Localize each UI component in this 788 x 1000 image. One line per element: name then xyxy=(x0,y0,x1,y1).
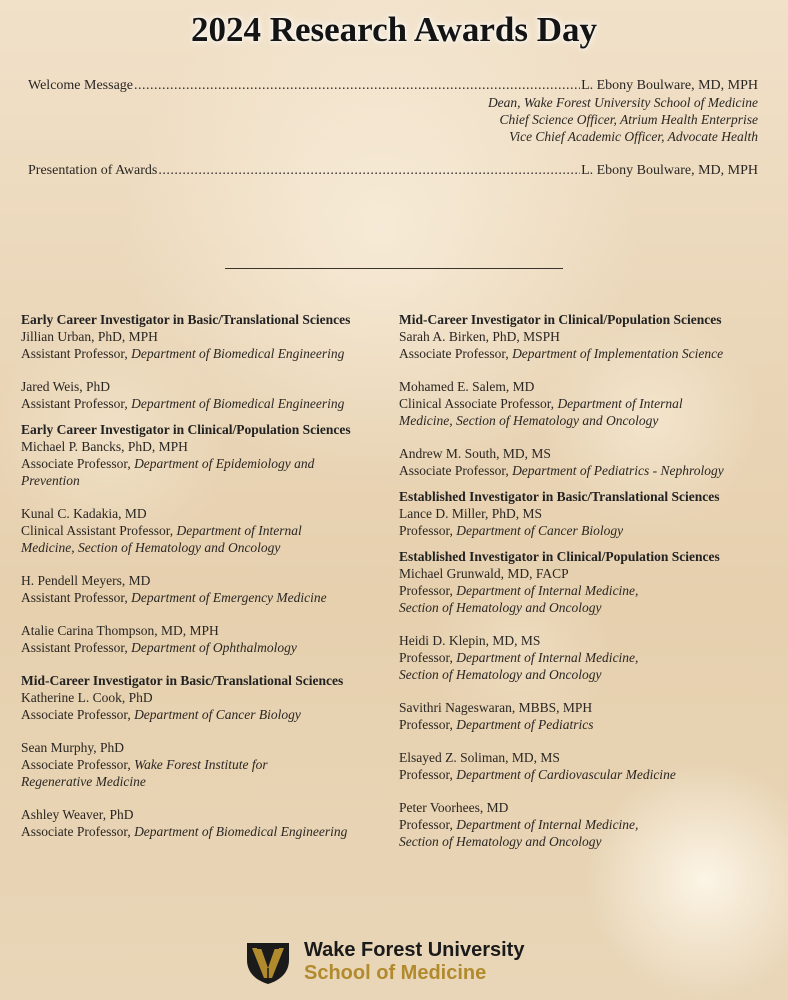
awardee-name: Katherine L. Cook, PhD xyxy=(21,690,153,705)
awardee xyxy=(21,806,381,840)
awardee-dept: Department of Epidemiology and xyxy=(134,456,315,471)
awardee xyxy=(21,622,381,656)
awardee-name: Ashley Weaver, PhD xyxy=(21,807,134,822)
awardee xyxy=(399,749,759,783)
awardee xyxy=(21,378,381,412)
awardee-role: Associate Professor, xyxy=(21,456,135,471)
awardee xyxy=(21,505,381,556)
award-category: Early Career Investigator in Basic/Translational Sciences xyxy=(21,312,351,327)
awardee-name: Mohamed E. Salem, MD xyxy=(399,379,535,394)
awardee-role: Professor, xyxy=(399,767,457,782)
awardee-dept: Medicine, Section of Hematology and Oncology xyxy=(399,413,659,428)
award-category: Established Investigator in Basic/Translational Sciences xyxy=(399,489,720,504)
awardee-name: Michael Grunwald, MD, FACP xyxy=(399,566,569,581)
award-category: Established Investigator in Clinical/Population Sciences xyxy=(399,549,720,564)
program-presentation xyxy=(28,162,758,179)
welcome-speaker: L. Ebony Boulware, MD, MPH xyxy=(581,78,758,93)
awardee-name: Andrew M. South, MD, MS xyxy=(399,446,551,461)
awardee-dept: Department of Internal Medicine, xyxy=(456,583,639,598)
awardee-role: Professor, xyxy=(399,523,457,538)
awardee-name: H. Pendell Meyers, MD xyxy=(21,573,151,588)
awardee-dept: Medicine, Section of Hematology and Oncology xyxy=(21,540,281,555)
awardee-dept: Department of Pediatrics - Nephrology xyxy=(512,463,724,478)
awardee xyxy=(399,799,759,850)
award-category: Mid-Career Investigator in Basic/Translational Sciences xyxy=(21,673,344,688)
dot-leader xyxy=(134,77,580,94)
awardee-name: Atalie Carina Thompson, MD, MPH xyxy=(21,623,219,638)
awardee-role: Professor, xyxy=(399,583,457,598)
awardee-role: Associate Professor, xyxy=(399,346,513,361)
awardee xyxy=(21,438,381,489)
wake-forest-shield-icon xyxy=(244,938,292,986)
awardee-dept: Department of Biomedical Engineering xyxy=(131,346,345,361)
awardee-dept: Department of Biomedical Engineering xyxy=(134,824,348,839)
dot-leader xyxy=(158,162,580,179)
awardee-dept: Section of Hematology and Oncology xyxy=(399,667,602,682)
awardee-dept: Department of Implementation Science xyxy=(512,346,724,361)
awardee-role: Assistant Professor, xyxy=(21,396,132,411)
awardee-dept: Department of Internal xyxy=(176,523,302,538)
awardee-name: Peter Voorhees, MD xyxy=(399,800,509,815)
awardee xyxy=(21,739,381,790)
awardee-dept: Department of Internal xyxy=(557,396,683,411)
awardee-name: Elsayed Z. Soliman, MD, MS xyxy=(399,750,560,765)
awardee-dept: Section of Hematology and Oncology xyxy=(399,600,602,615)
awardee-role: Professor, xyxy=(399,817,457,832)
awardee-dept: Department of Ophthalmology xyxy=(131,640,297,655)
logo-university: Wake Forest University xyxy=(304,939,525,961)
awardee-dept: Regenerative Medicine xyxy=(21,774,146,789)
awardee-dept: Department of Cancer Biology xyxy=(134,707,301,722)
awardee-role: Associate Professor, xyxy=(21,757,135,772)
awardee-dept: Wake Forest Institute for xyxy=(134,757,268,772)
awardee-role: Clinical Assistant Professor, xyxy=(21,523,177,538)
awardee xyxy=(21,328,381,362)
awardee-dept: Department of Internal Medicine, xyxy=(456,817,639,832)
awardee-name: Sarah A. Birken, PhD, MSPH xyxy=(399,329,560,344)
speaker-title: Vice Chief Academic Officer, Advocate Health xyxy=(509,129,758,144)
awardee-dept: Department of Pediatrics xyxy=(456,717,594,732)
awardee xyxy=(399,565,759,616)
awardee-dept: Department of Cardiovascular Medicine xyxy=(456,767,676,782)
awardee-dept: Section of Hematology and Oncology xyxy=(399,834,602,849)
presentation-label: Presentation of Awards xyxy=(28,163,158,178)
awardee-dept: Department of Biomedical Engineering xyxy=(131,396,345,411)
wake-forest-logo xyxy=(244,936,544,988)
speaker-title: Chief Science Officer, Atrium Health Enterprise xyxy=(499,112,758,127)
program-welcome xyxy=(28,77,758,145)
welcome-label: Welcome Message xyxy=(28,78,133,93)
speaker-title: Dean, Wake Forest University School of Medicine xyxy=(487,95,758,110)
awards-right-column xyxy=(399,311,759,866)
awardee-role: Assistant Professor, xyxy=(21,346,132,361)
awardee xyxy=(21,689,381,723)
awards-left-column xyxy=(21,311,381,856)
awardee-name: Kunal C. Kadakia, MD xyxy=(21,506,147,521)
awardee xyxy=(399,699,759,733)
awardee-dept: Department of Internal Medicine, xyxy=(456,650,639,665)
presentation-speaker: L. Ebony Boulware, MD, MPH xyxy=(581,163,758,178)
awardee xyxy=(21,572,381,606)
divider xyxy=(225,268,563,269)
awardee-name: Jared Weis, PhD xyxy=(21,379,111,394)
awardee-role: Associate Professor, xyxy=(21,707,135,722)
awardee xyxy=(399,445,759,479)
awardee-name: Jillian Urban, PhD, MPH xyxy=(21,329,158,344)
awardee xyxy=(399,632,759,683)
awardee-name: Savithri Nageswaran, MBBS, MPH xyxy=(399,700,593,715)
awardee-role: Clinical Associate Professor, xyxy=(399,396,558,411)
awardee-name: Heidi D. Klepin, MD, MS xyxy=(399,633,541,648)
awardee-role: Associate Professor, xyxy=(399,463,513,478)
awardee-role: Assistant Professor, xyxy=(21,590,132,605)
awardee-name: Lance D. Miller, PhD, MS xyxy=(399,506,543,521)
awardee-dept: Department of Emergency Medicine xyxy=(131,590,327,605)
page-title: 2024 Research Awards Day xyxy=(190,10,598,49)
awardee xyxy=(399,505,759,539)
awardee-role: Associate Professor, xyxy=(21,824,135,839)
awardee-dept: Department of Cancer Biology xyxy=(456,523,624,538)
awardee-name: Michael P. Bancks, PhD, MPH xyxy=(21,439,188,454)
awardee-role: Professor, xyxy=(399,650,457,665)
logo-school: School of Medicine xyxy=(304,962,487,984)
award-category: Early Career Investigator in Clinical/Population Sciences xyxy=(21,422,351,437)
award-category: Mid-Career Investigator in Clinical/Population Sciences xyxy=(399,312,722,327)
awardee-dept: Prevention xyxy=(21,473,80,488)
awardee-role: Assistant Professor, xyxy=(21,640,132,655)
awardee xyxy=(399,328,759,362)
awardee-role: Professor, xyxy=(399,717,457,732)
awardee-name: Sean Murphy, PhD xyxy=(21,740,124,755)
awardee xyxy=(399,378,759,429)
